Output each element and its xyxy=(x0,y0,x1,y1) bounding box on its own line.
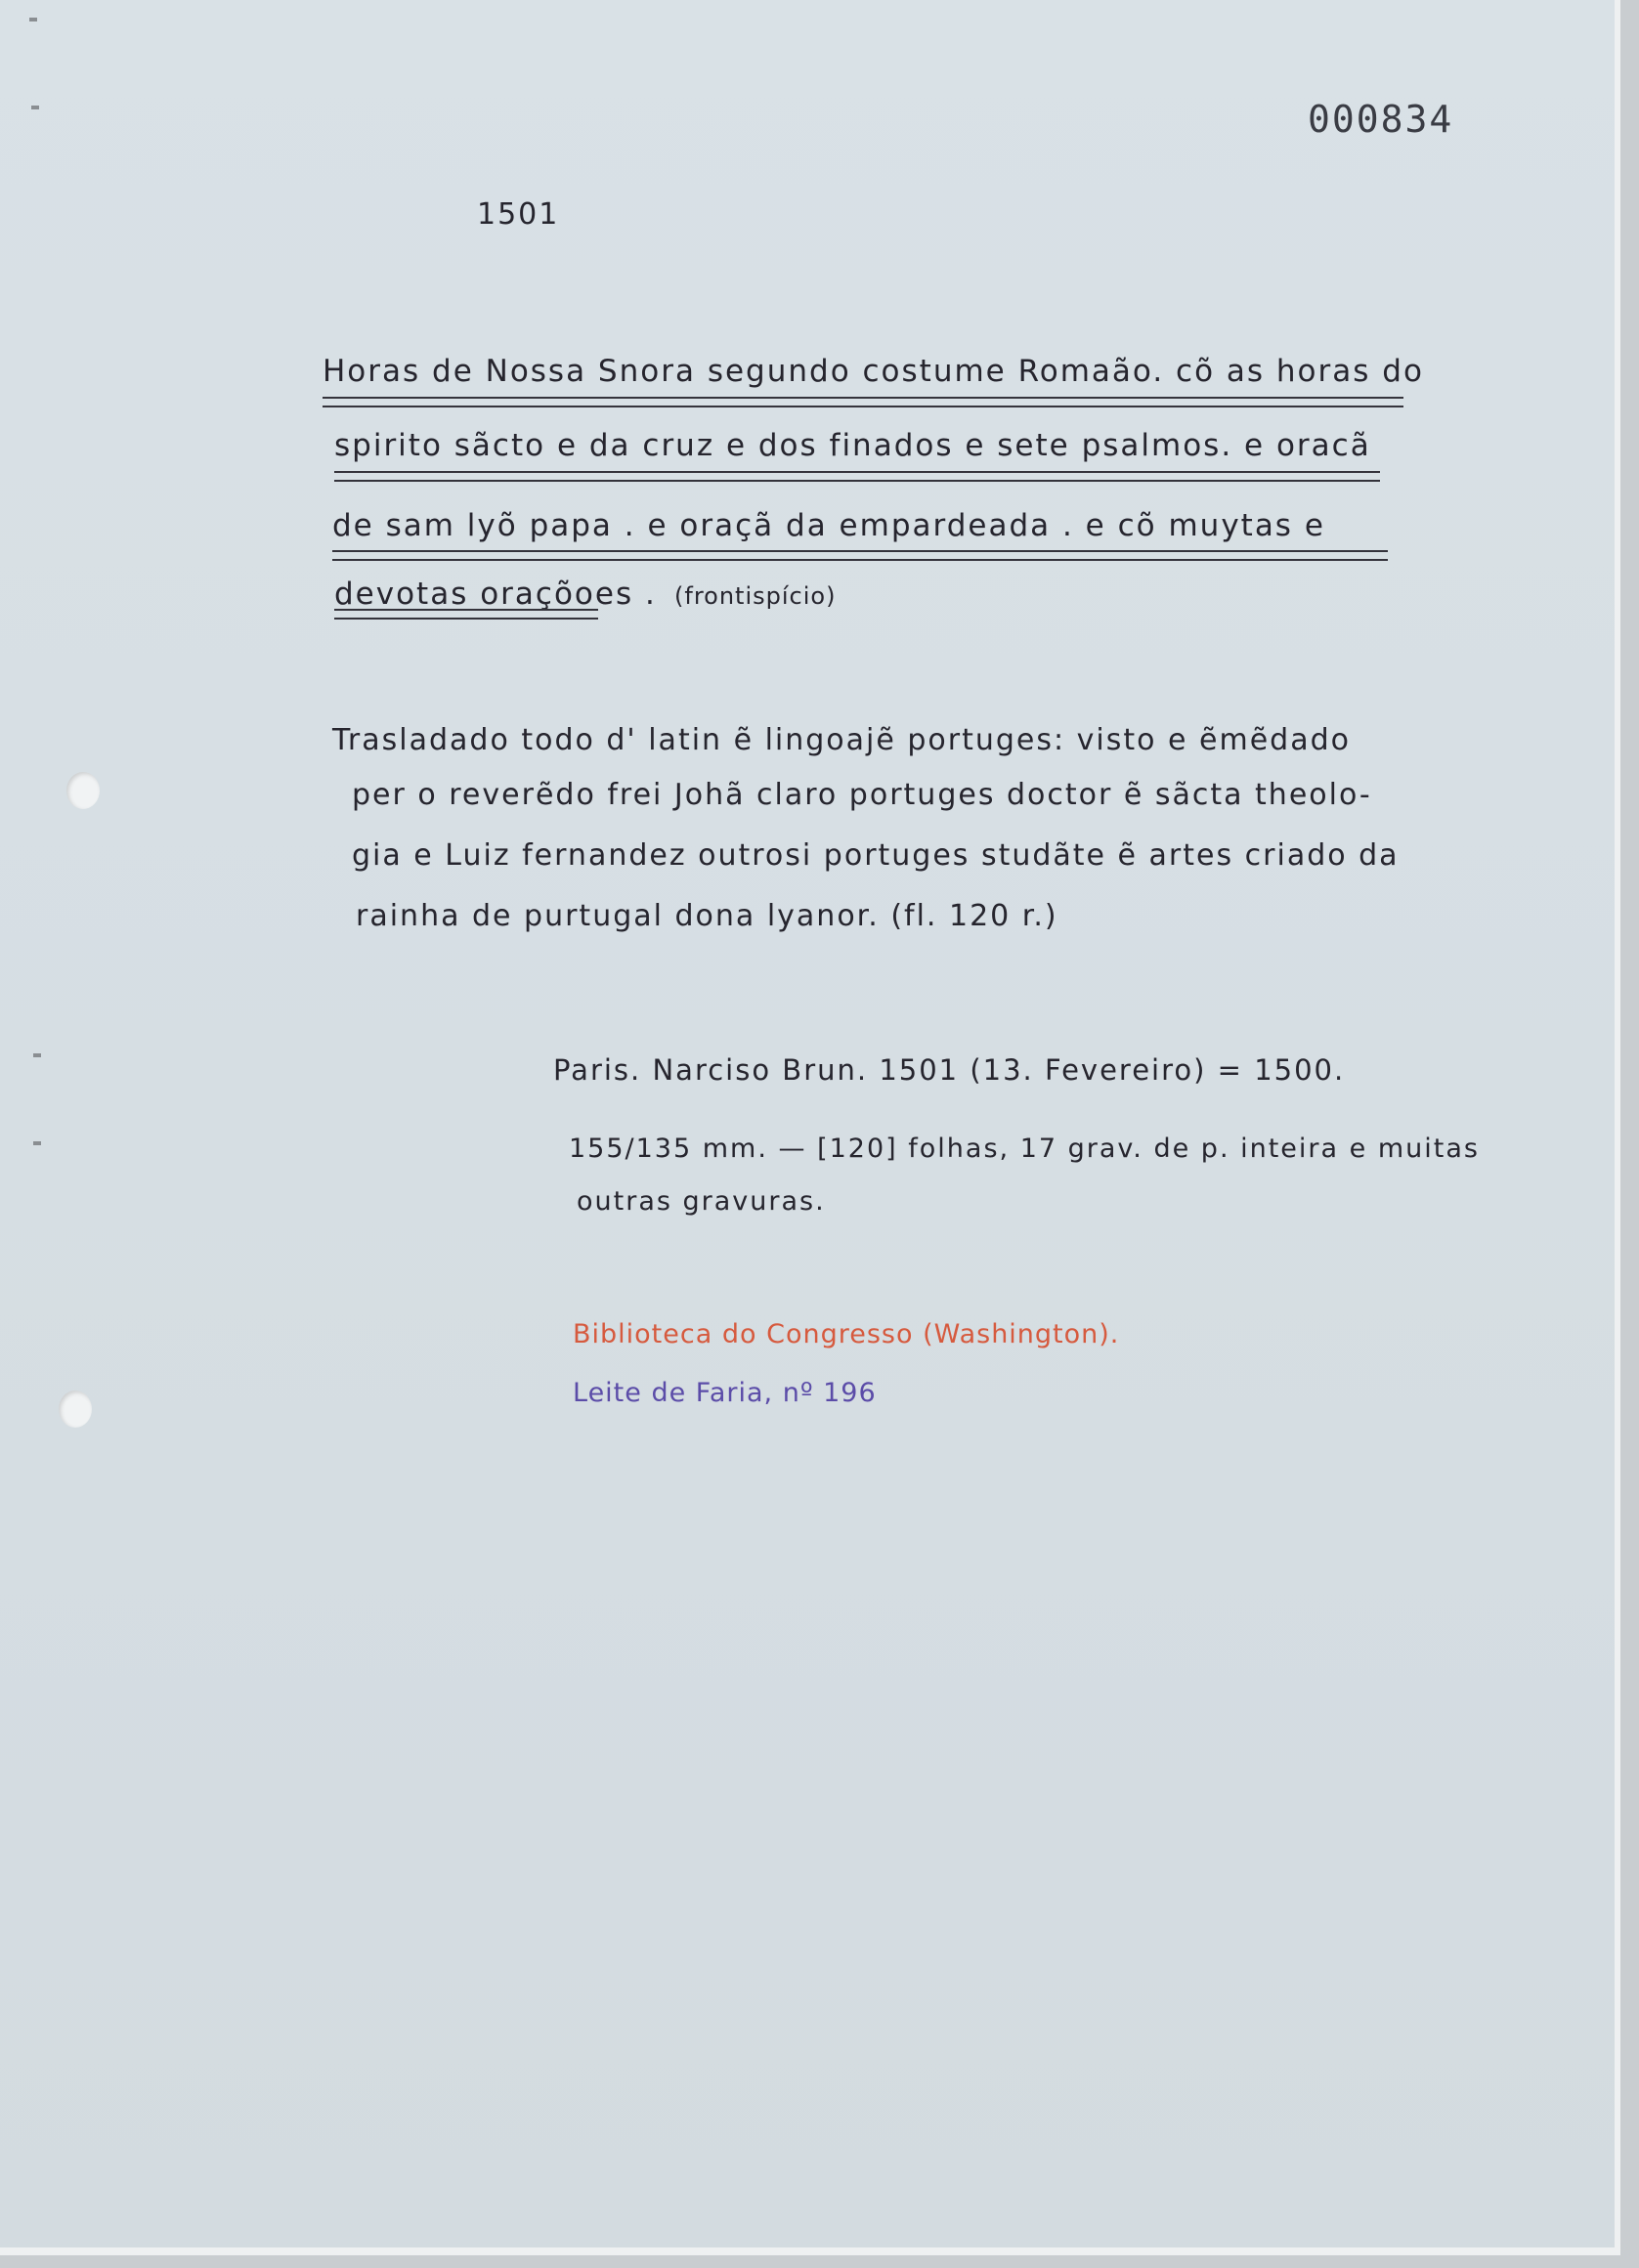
description-line-2: outras gravuras. xyxy=(577,1186,826,1217)
translation-line-3: gia e Luiz fernandez outrosi portuges studãte ẽ artes criado da xyxy=(352,838,1400,873)
title-underline xyxy=(334,609,598,620)
holding-library: Biblioteca do Congresso (Washington). xyxy=(573,1319,1120,1349)
publication-year: 1501 xyxy=(477,197,560,232)
catalog-reference: Leite de Faria, nº 196 xyxy=(573,1378,877,1408)
translation-line-1: Trasladado todo d' latin ẽ lingoajẽ portuges: visto e ẽmẽdado xyxy=(332,723,1351,757)
document-number-stamp: 000834 xyxy=(1308,98,1454,141)
margin-mark xyxy=(33,1053,41,1057)
punch-hole-lower xyxy=(59,1391,92,1428)
description-line-1: 155/135 mm. — [120] folhas, 17 grav. de p. inteira e muitas xyxy=(569,1134,1480,1164)
title-note: (frontispício) xyxy=(674,582,837,610)
margin-mark xyxy=(31,106,39,109)
punch-hole-upper xyxy=(66,772,100,809)
title-line-2: spirito sãcto e da cruz e dos finados e sete psalmos. e oracã xyxy=(334,428,1371,463)
title-line-4: devotas oraçõoes . xyxy=(334,577,657,612)
title-line-1: Horas de Nossa Snora segundo costume Romaão. cõ as horas do xyxy=(323,354,1424,389)
title-underline xyxy=(332,550,1388,561)
translation-line-2: per o reverẽdo frei Johã claro portuges doctor ẽ sãcta theolo- xyxy=(352,778,1372,812)
title-underline xyxy=(323,397,1403,407)
title-line-3: de sam lyõ papa . e oraçã da empardeada . e cõ muytas e xyxy=(332,508,1325,543)
imprint: Paris. Narciso Brun. 1501 (13. Fevereiro) = 1500. xyxy=(553,1053,1346,1087)
margin-mark xyxy=(33,1141,41,1145)
title-underline xyxy=(334,471,1380,482)
translation-line-4: rainha de purtugal dona lyanor. (fl. 120 r.) xyxy=(356,899,1058,933)
margin-mark xyxy=(29,18,37,21)
